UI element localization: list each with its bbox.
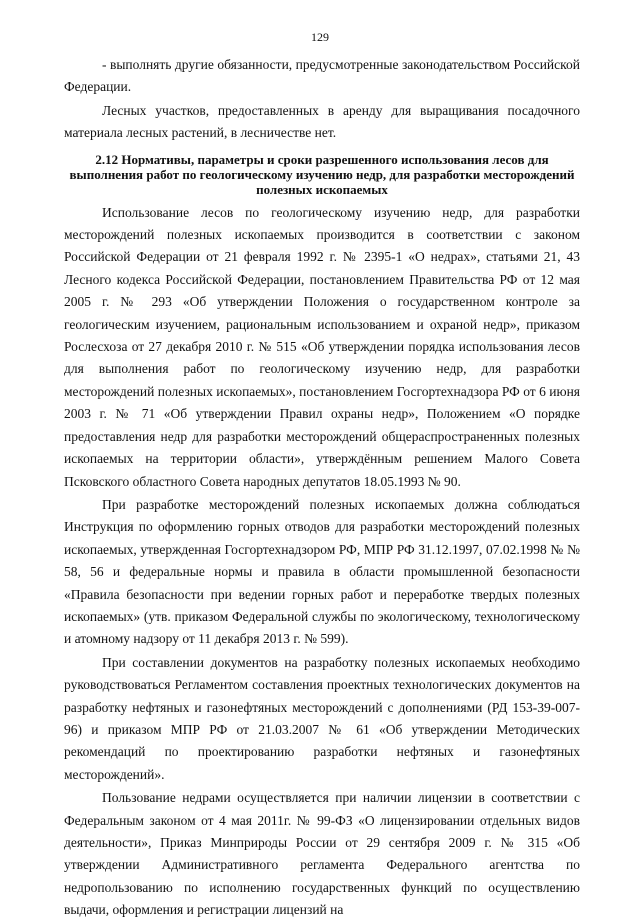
page-number: 129 xyxy=(311,30,329,44)
paragraph: - выполнять другие обязанности, предусмотренные законодательством Российской Федерации. xyxy=(64,57,580,95)
paragraph: При разработке месторождений полезных ископаемых должна соблюдаться Инструкция по оформлению горных отводов для разработки месторождений полезных ископаемых, утвержденная Госгортехнадзором РФ, МПР РФ 31.12.1997, 07.02.1998 № № 58, 56 и федеральные нормы и правила в области промышленной безопасности «Правила безопасности при ведении горных работ и переработке твердых полезных ископаемых» (утв. приказом Федеральной службы по экологическому, технологическому и атомному надзору от 11 декабря 2013 г. № 599). xyxy=(64,496,580,647)
paragraph: Использование лесов по геологическому изучению недр, для разработки месторождений полезных ископаемых производится в соответствии с законом Российской Федерации от 21 февраля 1992 г. № 2395-1 «О недрах», статьями 21, 43 Лесного кодекса Российской Федерации, постановлением Правительства РФ от 12 мая 2005 г. № 293 «Об утверждении Положения о государственном контроле за геологическим изучением, рациональным использованием и охраной недр», приказом Рослесхоза от 27 декабря 2010 г. № 515 «Об утверждении порядка использования лесов для выполнения работ по геологическому изучению недр, для разработки месторождений полезных ископаемых», постановлением Госгортехнадзора РФ от 6 июня 2003 г. № 71 «Об утверждении Правил охраны недр», Положением «О порядке предоставления недр для разработки месторождений общераспространенных полезных ископаемых на территории области», утверждённым решением Малого Совета Псковского областного Совета народных депутатов 18.05.1993 № 90. xyxy=(64,204,580,489)
page-content xyxy=(64,54,580,922)
paragraph: Лесных участков, предоставленных в аренду для выращивания посадочного материала лесных растений, в лесничестве нет. xyxy=(64,102,580,141)
paragraph: Пользование недрами осуществляется при наличии лицензии в соответствии с Федеральным законом от 4 мая 2011г. № 99-ФЗ «О лицензировании отдельных видов деятельности», Приказ Минприроды России от 29 сентября 2009 г. № 315 «Об утверждении Административного регламента Федерального агентства по недропользованию по исполнению государственных функций по осуществлению выдачи, оформления и регистрации лицензий на xyxy=(64,790,580,918)
section-heading: 2.12 Нормативы, параметры и сроки разрешенного использования лесов для выполнения работ по геологическому изучению недр, для разработки месторождений полезных ископаемых xyxy=(69,151,575,197)
paragraph: При составлении документов на разработку полезных ископаемых необходимо руководствоваться Регламентом составления проектных технологических документов на разработку нефтяных и газонефтяных месторождений с дополнениями (РД 153-39-007-96) и приказом МПР РФ от 21.03.2007 № 61 «Об утверждении Методических рекомендаций по проектированию разработки нефтяных и газонефтяных месторождений». xyxy=(64,654,580,782)
